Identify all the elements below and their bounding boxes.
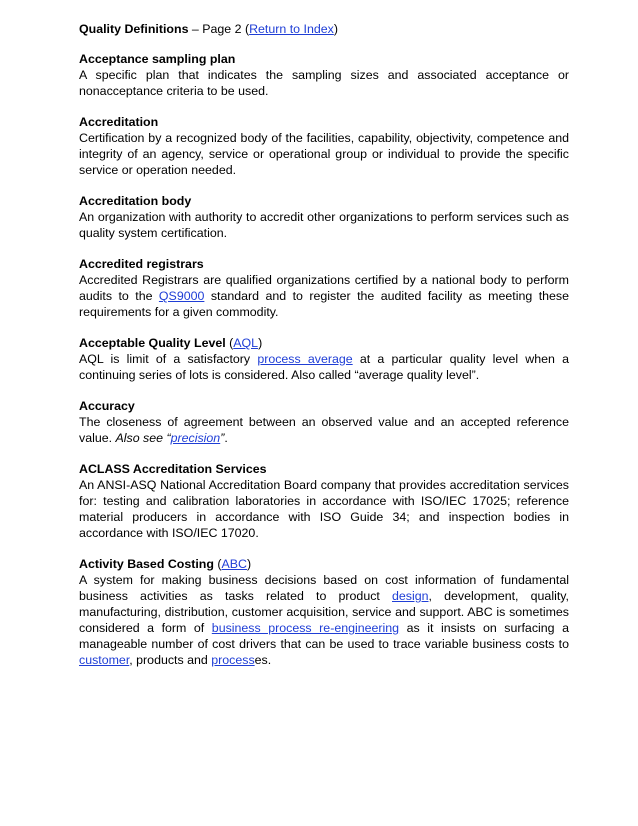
definition-text-part: The closeness of agreement between an observed value and an accepted reference value. (79, 415, 569, 445)
definition-term: Accreditation (79, 115, 159, 129)
page-header-close: ) (333, 22, 338, 36)
definition-text-part: , development, quality, manufacturing, distribution, customer acquisition, service and support. ABC is sometimes considered a form of (79, 589, 569, 635)
definition-term: Activity Based Costing (79, 557, 214, 571)
definition-term: Accuracy (79, 399, 135, 413)
definition-term: Accreditation body (79, 194, 192, 208)
definition-text-part: es. (254, 653, 272, 667)
definition-text-part: , products and (129, 653, 212, 667)
definition-term-line (79, 335, 569, 351)
abc-link[interactable]: ABC (221, 557, 248, 571)
definition-text (79, 572, 569, 668)
definition-entry (79, 51, 569, 99)
definition-term: Acceptable Quality Level (79, 336, 226, 350)
process-link[interactable]: process (211, 653, 255, 667)
definition-text-part: standard and to register the audited facility as meeting these requirements for a given commodity. (79, 289, 570, 319)
page-number-text: – Page 2 ( (188, 22, 250, 36)
definition-term: Acceptance sampling plan (79, 52, 236, 66)
definition-text: Certification by a recognized body of the facilities, capability, objectivity, competence and integrity of an agency, service or operational group or individual to provide the specific service or operation needed. (79, 131, 569, 177)
definition-term-line (79, 556, 569, 572)
definition-text (79, 414, 569, 446)
definition-entry (79, 556, 569, 668)
definition-entry (79, 256, 569, 320)
also-see-text: Also see “ (115, 431, 171, 445)
definition-text-part: AQL is limit of a satisfactory (79, 352, 258, 366)
definition-text-part: Accredited Registrars are qualified organizations certified by a national body to perform audits to the (79, 273, 569, 303)
definition-entry (79, 193, 569, 241)
term-paren-close: ) (258, 336, 263, 350)
definition-text-part: at a particular quality level when a continuing series of lots is considered. Also called “average quality level”. (79, 352, 569, 382)
definition-term: ACLASS Accreditation Services (79, 462, 267, 476)
definition-text: A specific plan that indicates the sampling sizes and associated acceptance or nonacceptance criteria to be used. (79, 68, 569, 98)
qs9000-link[interactable]: QS9000 (158, 289, 205, 303)
business-process-re-engineering-link[interactable]: business process re-engineering (211, 621, 400, 635)
definition-text-part: as it insists on surfacing a manageable number of cost drivers that can be used to trace variable business costs to (79, 621, 569, 651)
term-paren-open: ( (225, 336, 234, 350)
definition-entry (79, 398, 569, 446)
page-title: Quality Definitions (79, 22, 189, 36)
definition-entry (79, 335, 569, 383)
term-paren-close: ) (247, 557, 252, 571)
definition-text: An ANSI-ASQ National Accreditation Board company that provides accreditation services for: testing and calibration laboratories in accordance with ISO/IEC 17025; reference material producers in accordance with ISO Guide 34; and inspection bodies in accordance with ISO/IEC 17020. (79, 478, 569, 540)
precision-link-text: precision (170, 431, 221, 445)
definition-text-part: . (224, 431, 228, 445)
document-content (79, 21, 569, 683)
definition-text-part: A system for making business decisions based on cost information of fundamental business activities as tasks related to product (79, 573, 569, 603)
definition-entry (79, 114, 569, 178)
aql-link[interactable]: AQL (233, 336, 259, 350)
definition-entry (79, 461, 569, 541)
definition-text (79, 351, 569, 383)
definition-term: Accredited registrars (79, 257, 204, 271)
term-paren-open: ( (213, 557, 222, 571)
process-average-link[interactable]: process average (257, 352, 353, 366)
precision-link[interactable] (171, 431, 221, 445)
return-to-index-link[interactable]: Return to Index (249, 22, 334, 36)
design-link[interactable]: design (392, 589, 429, 603)
also-see-close: ” (220, 431, 225, 445)
definition-text: An organization with authority to accredit other organizations to perform services such as quality system certification. (79, 210, 569, 240)
definition-text (79, 272, 569, 320)
page-header (79, 21, 569, 37)
customer-link[interactable]: customer (79, 653, 130, 667)
